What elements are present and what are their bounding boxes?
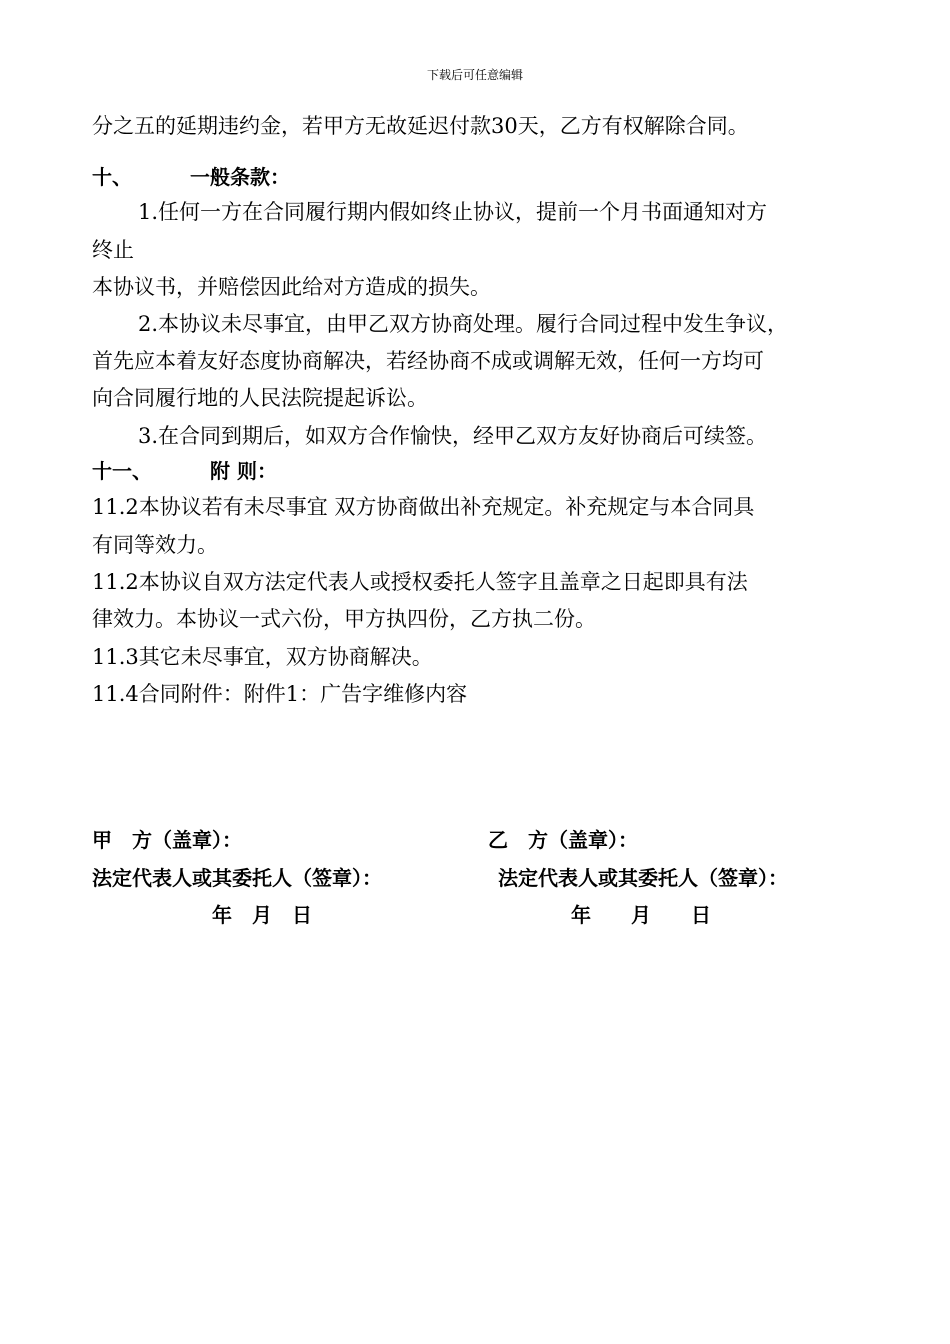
party-b-representative: 法定代表人或其委托人（签章）： <box>498 866 788 890</box>
text-line: 首先应本着友好态度协商解决，若经协商不成或调解无效，任何一方均可 <box>92 349 764 373</box>
clause-1: 1.任何一方在合同履行期内假如终止协议，提前一个月书面通知对方 <box>138 200 768 224</box>
text-line: 终止 <box>92 238 134 262</box>
article-11-2a: 11.2本协议若有未尽事宜 双方协商做出补充规定。补充规定与本合同具 <box>92 495 755 519</box>
text-line: 有同等效力。 <box>92 533 218 557</box>
text-line: 向合同履行地的人民法院提起诉讼。 <box>92 386 428 410</box>
text-line: 律效力。本协议一式六份，甲方执四份，乙方执二份。 <box>92 607 596 631</box>
text-line: 本协议书，并赔偿因此给对方造成的损失。 <box>92 275 491 299</box>
section-number: 十一、 <box>92 459 152 483</box>
article-11-3: 11.3其它未尽事宜，双方协商解决。 <box>92 645 433 669</box>
section-heading-10 <box>92 165 290 189</box>
section-title: 一般条款： <box>190 165 290 189</box>
section-number: 十、 <box>92 165 132 189</box>
clause-3: 3.在合同到期后，如双方合作愉快，经甲乙双方友好协商后可续签。 <box>138 424 768 448</box>
section-title: 附 则： <box>210 459 277 483</box>
party-b-seal: 乙 方（盖章）： <box>488 828 638 852</box>
party-b-date: 年 月 日 <box>571 903 711 927</box>
article-11-2b: 11.2本协议自双方法定代表人或授权委托人签字且盖章之日起即具有法 <box>92 570 748 594</box>
page-header: 下载后可任意编辑 <box>426 68 523 82</box>
party-a-representative: 法定代表人或其委托人（签章）： <box>92 866 382 890</box>
clause-2: 2.本协议未尽事宜，由甲乙双方协商处理。履行合同过程中发生争议， <box>138 312 789 336</box>
article-11-4: 11.4合同附件：附件1：广告字维修内容 <box>92 682 468 706</box>
party-a-seal: 甲 方（盖章）： <box>92 828 242 852</box>
party-a-date: 年 月 日 <box>212 903 312 927</box>
text-line: 分之五的延期违约金，若甲方无故延迟付款30天，乙方有权解除合同。 <box>92 114 749 138</box>
section-heading-11 <box>92 459 277 483</box>
